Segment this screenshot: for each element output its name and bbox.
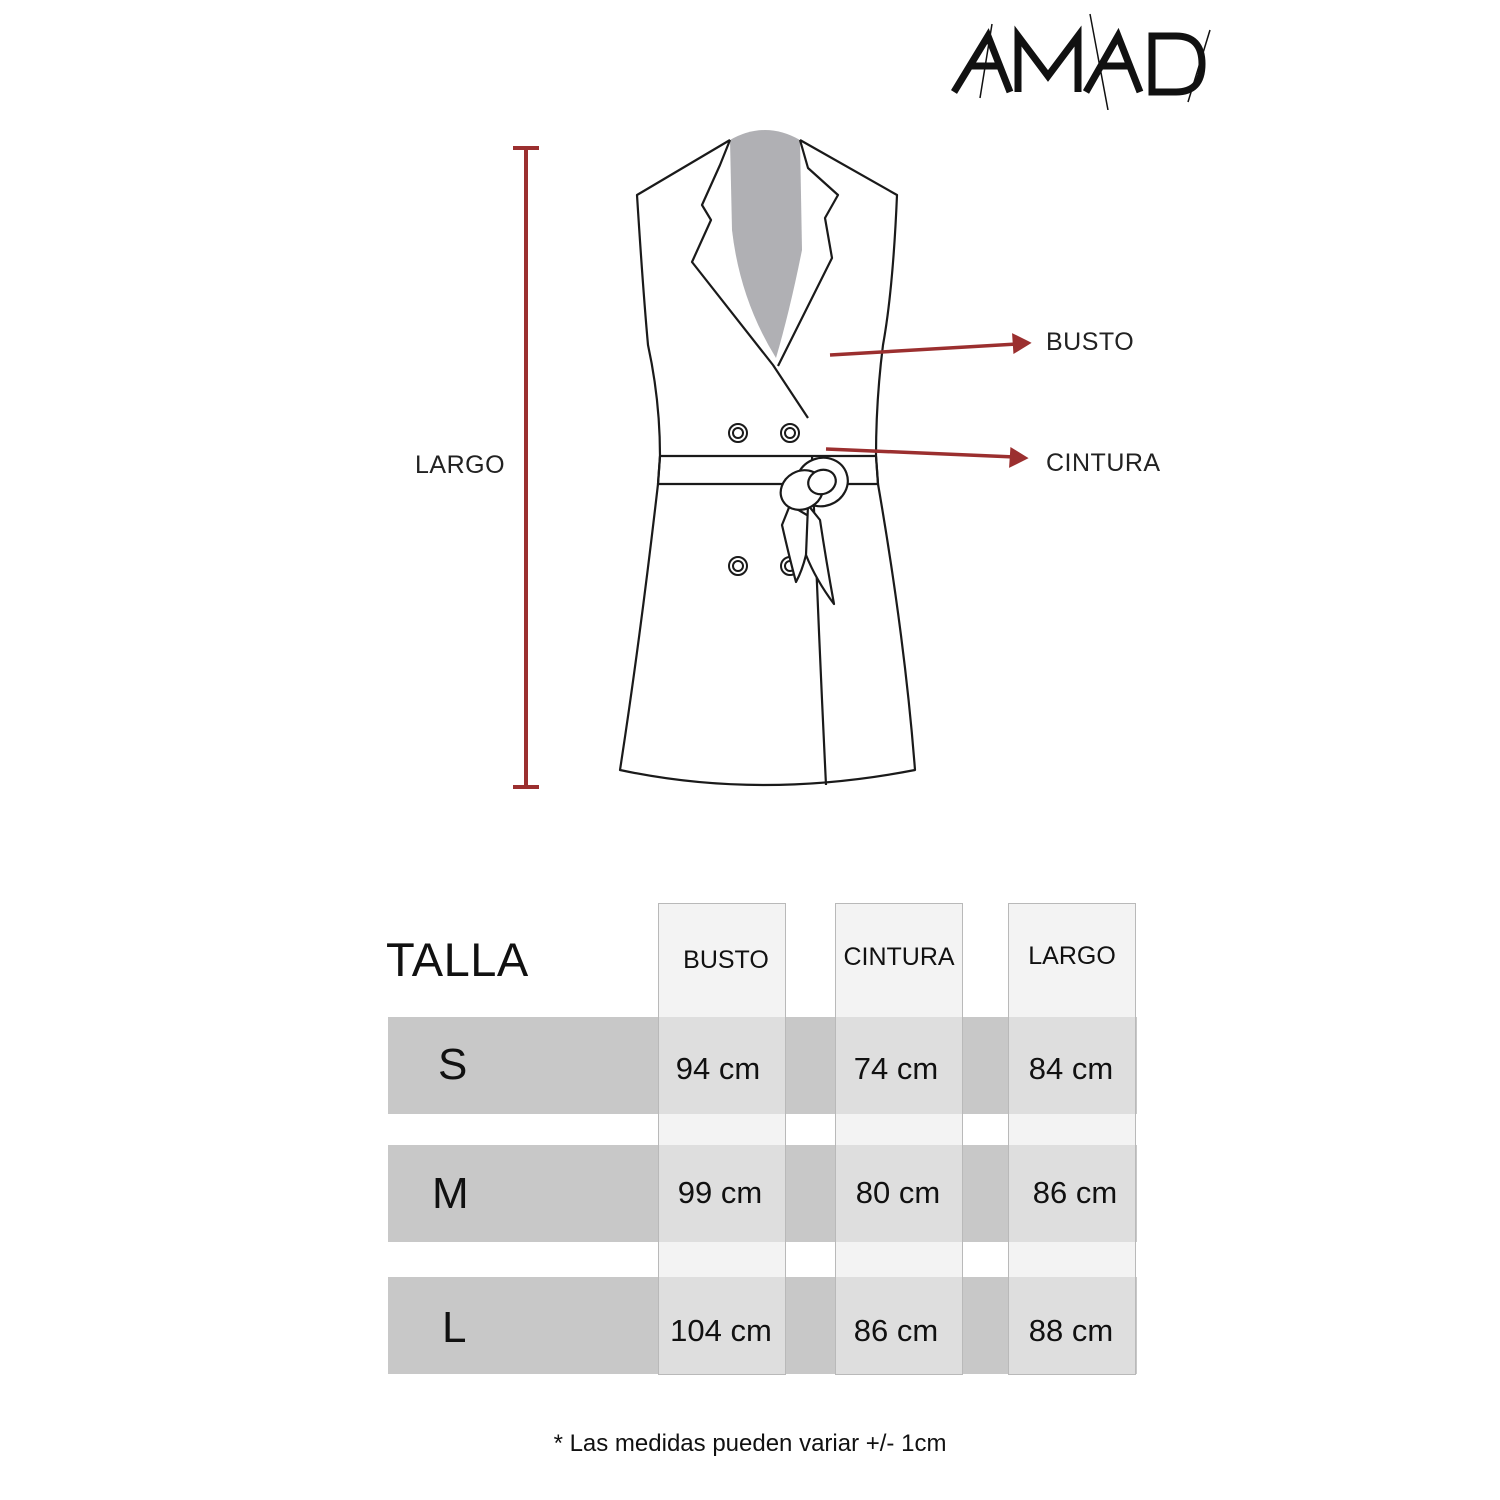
value-s-busto: 94 cm xyxy=(675,1051,761,1086)
belt-knot xyxy=(773,451,854,604)
header-busto: BUSTO xyxy=(683,946,769,974)
value-m-busto: 99 cm xyxy=(677,1175,763,1210)
size-label-s: S xyxy=(438,1040,468,1089)
largo-measure-line xyxy=(513,148,539,787)
value-s-cintura: 74 cm xyxy=(853,1051,939,1086)
header-largo: LARGO xyxy=(1028,942,1116,970)
size-header: TALLA xyxy=(386,933,529,986)
size-label-l: L xyxy=(442,1303,467,1352)
value-m-cintura: 80 cm xyxy=(855,1175,941,1210)
value-s-largo: 84 cm xyxy=(1028,1051,1114,1086)
cintura-label: CINTURA xyxy=(1046,449,1161,477)
busto-label: BUSTO xyxy=(1046,328,1135,356)
value-l-cintura: 86 cm xyxy=(853,1313,939,1348)
busto-arrow xyxy=(830,344,1018,355)
largo-label: LARGO xyxy=(415,451,506,479)
value-m-largo: 86 cm xyxy=(1032,1175,1118,1210)
value-l-busto: 104 cm xyxy=(670,1313,772,1348)
value-l-largo: 88 cm xyxy=(1028,1313,1114,1348)
header-cintura: CINTURA xyxy=(843,943,955,971)
measurement-footnote: * Las medidas pueden variar +/- 1cm xyxy=(553,1430,947,1457)
size-label-m: M xyxy=(432,1169,469,1218)
